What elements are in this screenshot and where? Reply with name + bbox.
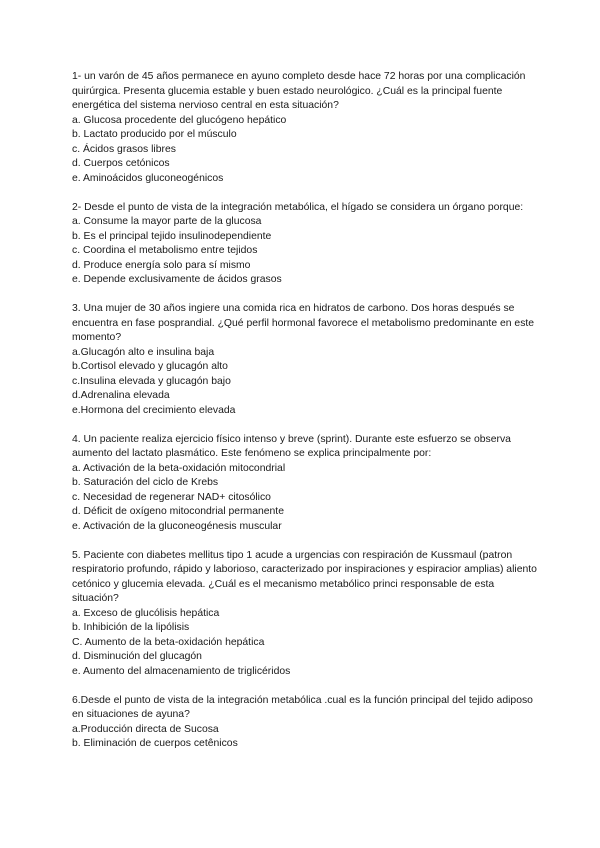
answer-option: e. Aminoácidos gluconeogénicos <box>72 172 224 184</box>
question-stem: 4. Un paciente realiza ejercicio físico intenso y breve (sprint). Durante este esfuerzo se observa aumento del lactato plasmático. Este fenómeno se explica principalmente por: <box>72 433 511 459</box>
answer-option: a. Glucosa procedente del glucógeno hepático <box>72 114 287 126</box>
question-4 <box>72 433 542 535</box>
question-stem: 1- un varón de 45 años permanece en ayuno completo desde hace 72 horas por una complicación quirúrgica. Presenta glucemia estable y buen estado neurológico. ¿Cuál es la principal fuente energética del sistema nervioso central en esta situación? <box>72 71 526 111</box>
answer-option: C. Aumento de la beta-oxidación hepática <box>72 636 265 648</box>
question-stem: 5. Paciente con diabetes mellitus tipo 1 acude a urgencias con respiración de Kussmaul (patron respiratorio profundo, rápido y laborioso, caracterizado por inspiraciones y espiracior amplias) aliento cetónico y glucemia elevada. ¿Cuál es el mecanismo metabólico princi responsable de esta situación? <box>72 549 537 604</box>
answer-option: d.Adrenalina elevada <box>72 390 170 401</box>
answer-option: b.Cortisol elevado y glucagón alto <box>72 361 228 372</box>
answer-options <box>72 215 542 288</box>
answer-option: d. Produce energía solo para sí mismo <box>72 259 251 271</box>
answer-options <box>72 462 542 535</box>
question-1 <box>72 70 542 186</box>
answer-options <box>72 114 542 187</box>
answer-option: b. Lactato producido por el músculo <box>72 129 237 140</box>
answer-option: a.Glucagón alto e insulina baja <box>72 346 215 358</box>
question-stem: 3. Una mujer de 30 años ingiere una comida rica en hidratos de carbono. Dos horas después se encuentra en fase posprandial. ¿Qué perfil hormonal favorece el metabolismo predominante en este momento? <box>72 303 535 343</box>
answer-options <box>72 607 542 680</box>
document-page <box>72 70 542 766</box>
answer-option: c. Coordina el metabolismo entre tejidos <box>72 245 258 256</box>
answer-option: b. Inhibición de la lipólisis <box>72 622 190 633</box>
question-5 <box>72 549 542 680</box>
answer-option: e. Depende exclusivamente de ácidos grasos <box>72 274 282 285</box>
answer-option: e. Activación de la gluconeogénesis muscular <box>72 520 282 532</box>
answer-option: a.Producción directa de Sucosa <box>72 723 219 735</box>
answer-option: b. Saturación del ciclo de Krebs <box>72 477 219 488</box>
answer-option: b. Es el principal tejido insulinodependiente <box>72 230 272 242</box>
answer-option: c. Ácidos grasos libres <box>72 143 176 155</box>
answer-option: d. Disminución del glucagón <box>72 651 202 662</box>
answer-option: d. Déficit de oxígeno mitocondrial permanente <box>72 506 284 517</box>
answer-option: b. Eliminación de cuerpos cetênicos <box>72 738 238 749</box>
answer-option: a. Exceso de glucólisis hepática <box>72 607 220 619</box>
question-6 <box>72 694 542 752</box>
question-3 <box>72 302 542 418</box>
question-stem: 2- Desde el punto de vista de la integración metabólica, el hígado se considera un órgano porque: <box>72 201 524 213</box>
answer-options <box>72 346 542 419</box>
answer-option: e. Aumento del almacenamiento de triglicéridos <box>72 665 291 677</box>
answer-options <box>72 723 542 752</box>
answer-option: d. Cuerpos cetónicos <box>72 158 170 169</box>
answer-option: c.Insulina elevada y glucagón bajo <box>72 375 231 387</box>
answer-option: a. Consume la mayor parte de la glucosa <box>72 216 262 227</box>
answer-option: e.Hormona del crecimiento elevada <box>72 404 236 416</box>
answer-option: c. Necesidad de regenerar NAD+ citosólico <box>72 491 271 503</box>
question-2 <box>72 201 542 288</box>
answer-option: a. Activación de la beta-oxidación mitocondrial <box>72 462 286 474</box>
question-stem: 6.Desde el punto de vista de la integración metabólica .cual es la función principal del tejido adiposo en situaciones de ayuna? <box>72 694 533 720</box>
